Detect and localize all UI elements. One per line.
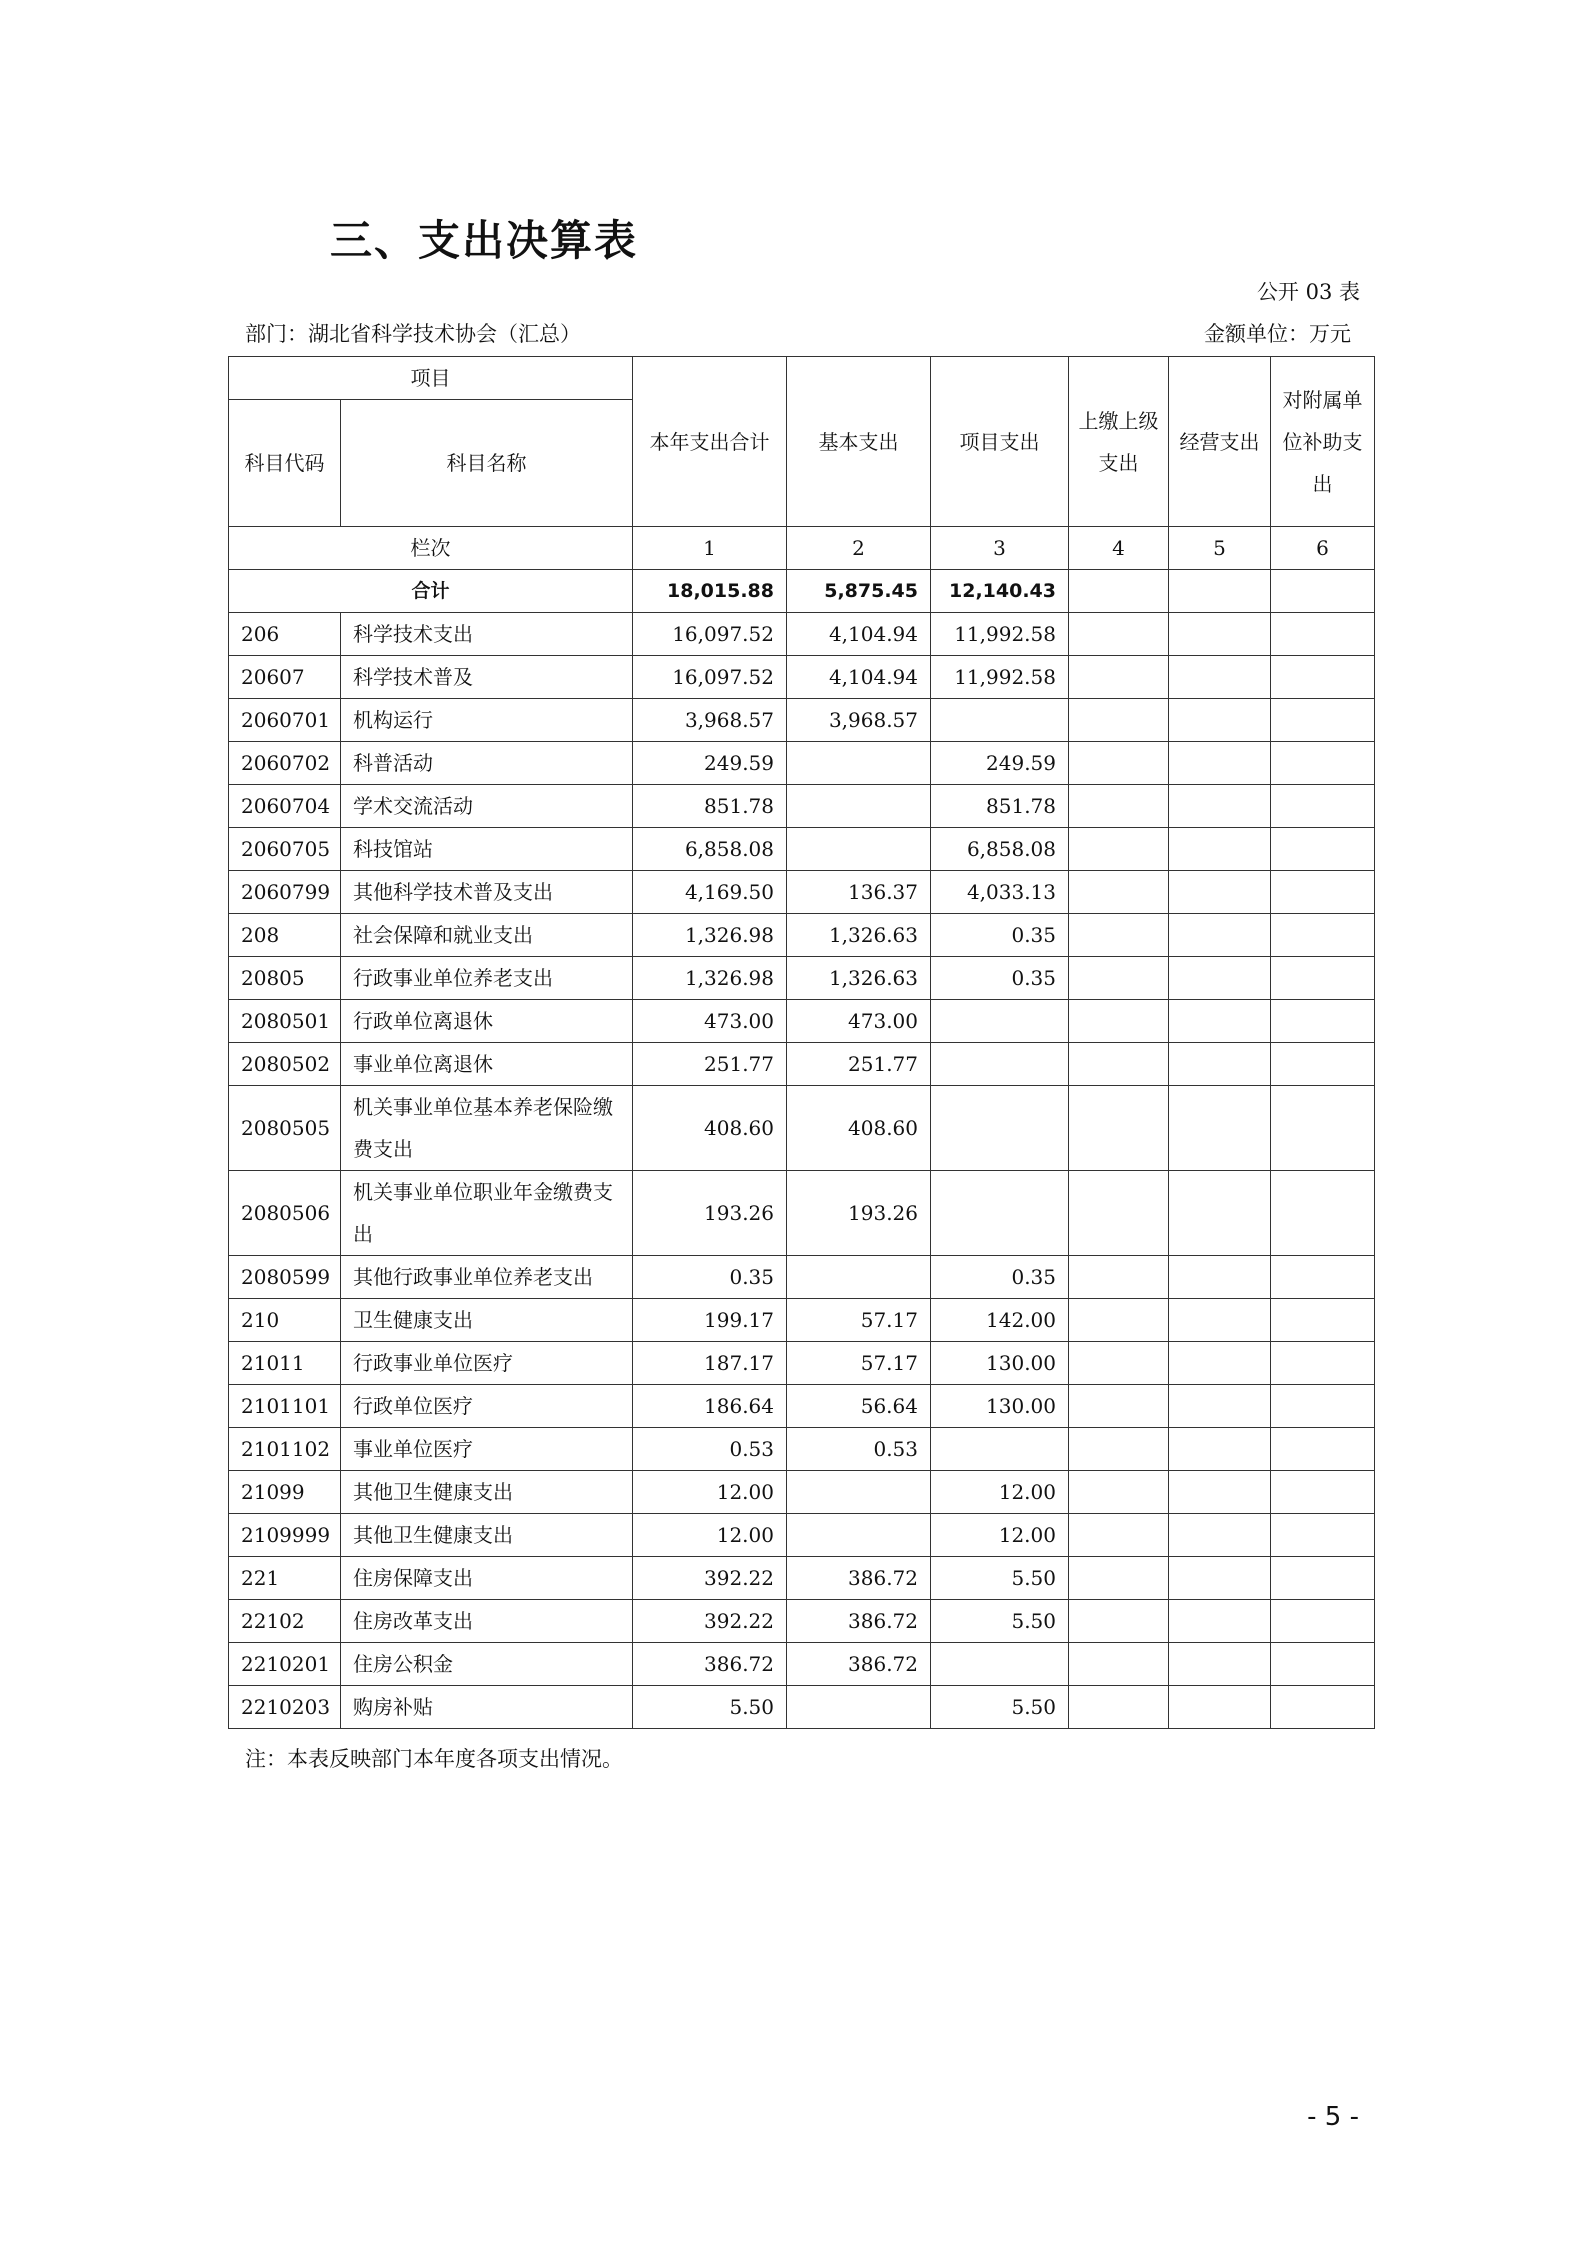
- row-basic: [787, 828, 931, 871]
- row-code: 206: [229, 613, 341, 656]
- row-project: 0.35: [931, 914, 1069, 957]
- row-subsidy: [1271, 1299, 1375, 1342]
- row-business: [1169, 1686, 1271, 1729]
- row-project: 12.00: [931, 1471, 1069, 1514]
- row-subsidy: [1271, 1171, 1375, 1256]
- total-superior: [1069, 570, 1169, 613]
- row-business: [1169, 1428, 1271, 1471]
- row-name: 科技馆站: [341, 828, 633, 871]
- row-total: 1,326.98: [633, 914, 787, 957]
- row-superior: [1069, 1557, 1169, 1600]
- table-row: [229, 699, 1375, 742]
- table-row: [229, 1600, 1375, 1643]
- row-business: [1169, 613, 1271, 656]
- row-code: 2060799: [229, 871, 341, 914]
- row-total: 251.77: [633, 1043, 787, 1086]
- row-superior: [1069, 785, 1169, 828]
- row-superior: [1069, 1428, 1169, 1471]
- table-row: [229, 1557, 1375, 1600]
- row-superior: [1069, 1600, 1169, 1643]
- row-code: 2109999: [229, 1514, 341, 1557]
- row-code: 2060704: [229, 785, 341, 828]
- row-project: 249.59: [931, 742, 1069, 785]
- table-row: [229, 1000, 1375, 1043]
- row-name: 卫生健康支出: [341, 1299, 633, 1342]
- row-basic: 251.77: [787, 1043, 931, 1086]
- row-subsidy: [1271, 1557, 1375, 1600]
- header-total: 本年支出合计: [633, 357, 787, 527]
- col-num: 6: [1271, 527, 1375, 570]
- row-superior: [1069, 1686, 1169, 1729]
- row-name: 机关事业单位职业年金缴费支出: [341, 1171, 633, 1256]
- row-code: 208: [229, 914, 341, 957]
- row-project: 5.50: [931, 1557, 1069, 1600]
- expenditure-table: [228, 356, 1375, 1729]
- row-subsidy: [1271, 1385, 1375, 1428]
- row-code: 2060705: [229, 828, 341, 871]
- row-subsidy: [1271, 1686, 1375, 1729]
- row-business: [1169, 957, 1271, 1000]
- row-name: 机关事业单位基本养老保险缴费支出: [341, 1086, 633, 1171]
- row-code: 2080505: [229, 1086, 341, 1171]
- total-row: [229, 570, 1375, 613]
- row-code: 21099: [229, 1471, 341, 1514]
- row-project: [931, 1000, 1069, 1043]
- row-project: 5.50: [931, 1686, 1069, 1729]
- row-business: [1169, 742, 1271, 785]
- row-name: 科学技术普及: [341, 656, 633, 699]
- row-subsidy: [1271, 1086, 1375, 1171]
- row-code: 2101102: [229, 1428, 341, 1471]
- row-superior: [1069, 613, 1169, 656]
- table-row: [229, 1342, 1375, 1385]
- table-row: [229, 1043, 1375, 1086]
- row-basic: [787, 742, 931, 785]
- row-project: 4,033.13: [931, 871, 1069, 914]
- col-num: 4: [1069, 527, 1169, 570]
- row-business: [1169, 1600, 1271, 1643]
- table-row: [229, 1686, 1375, 1729]
- row-basic: 473.00: [787, 1000, 931, 1043]
- row-project: [931, 699, 1069, 742]
- row-business: [1169, 1043, 1271, 1086]
- row-subsidy: [1271, 613, 1375, 656]
- table-row: [229, 1428, 1375, 1471]
- row-total: 408.60: [633, 1086, 787, 1171]
- row-superior: [1069, 699, 1169, 742]
- table-row: [229, 1514, 1375, 1557]
- table-row: [229, 1643, 1375, 1686]
- row-superior: [1069, 1385, 1169, 1428]
- table-row: [229, 957, 1375, 1000]
- row-business: [1169, 1471, 1271, 1514]
- row-subsidy: [1271, 1428, 1375, 1471]
- row-code: 21011: [229, 1342, 341, 1385]
- row-name: 购房补贴: [341, 1686, 633, 1729]
- row-business: [1169, 1299, 1271, 1342]
- row-superior: [1069, 871, 1169, 914]
- row-subsidy: [1271, 699, 1375, 742]
- footnote: 注：本表反映部门本年度各项支出情况。: [245, 1747, 623, 1771]
- row-superior: [1069, 957, 1169, 1000]
- row-code: 22102: [229, 1600, 341, 1643]
- row-name: 事业单位医疗: [341, 1428, 633, 1471]
- row-total: 1,326.98: [633, 957, 787, 1000]
- row-project: 851.78: [931, 785, 1069, 828]
- total-amount: 18,015.88: [633, 570, 787, 613]
- row-subsidy: [1271, 1342, 1375, 1385]
- row-total: 0.53: [633, 1428, 787, 1471]
- row-project: 5.50: [931, 1600, 1069, 1643]
- table-row: [229, 785, 1375, 828]
- row-superior: [1069, 1086, 1169, 1171]
- table-row: [229, 828, 1375, 871]
- row-subsidy: [1271, 656, 1375, 699]
- row-business: [1169, 1256, 1271, 1299]
- row-name: 其他卫生健康支出: [341, 1471, 633, 1514]
- row-total: 0.35: [633, 1256, 787, 1299]
- row-name: 其他行政事业单位养老支出: [341, 1256, 633, 1299]
- row-superior: [1069, 742, 1169, 785]
- total-basic: 5,875.45: [787, 570, 931, 613]
- row-superior: [1069, 1171, 1169, 1256]
- row-business: [1169, 785, 1271, 828]
- row-name: 科普活动: [341, 742, 633, 785]
- row-name: 住房保障支出: [341, 1557, 633, 1600]
- header-basic: 基本支出: [787, 357, 931, 527]
- row-basic: 57.17: [787, 1299, 931, 1342]
- row-subsidy: [1271, 785, 1375, 828]
- row-project: 0.35: [931, 1256, 1069, 1299]
- row-total: 392.22: [633, 1600, 787, 1643]
- row-subsidy: [1271, 1043, 1375, 1086]
- row-code: 221: [229, 1557, 341, 1600]
- row-total: 12.00: [633, 1471, 787, 1514]
- row-code: 2060701: [229, 699, 341, 742]
- row-total: 851.78: [633, 785, 787, 828]
- row-basic: 136.37: [787, 871, 931, 914]
- row-name: 社会保障和就业支出: [341, 914, 633, 957]
- total-project: 12,140.43: [931, 570, 1069, 613]
- row-business: [1169, 871, 1271, 914]
- header-item: 项目: [229, 357, 633, 400]
- row-code: 2210203: [229, 1686, 341, 1729]
- row-name: 其他科学技术普及支出: [341, 871, 633, 914]
- row-code: 2080599: [229, 1256, 341, 1299]
- row-business: [1169, 1514, 1271, 1557]
- table-row: [229, 1086, 1375, 1171]
- row-project: [931, 1643, 1069, 1686]
- row-basic: 4,104.94: [787, 656, 931, 699]
- col-num: 3: [931, 527, 1069, 570]
- row-subsidy: [1271, 1600, 1375, 1643]
- row-project: [931, 1428, 1069, 1471]
- header-code: 科目代码: [229, 400, 341, 527]
- row-name: 事业单位离退休: [341, 1043, 633, 1086]
- row-subsidy: [1271, 1514, 1375, 1557]
- row-basic: [787, 1256, 931, 1299]
- header-superior: 上缴上级支出: [1069, 357, 1169, 527]
- row-basic: [787, 1514, 931, 1557]
- row-project: 142.00: [931, 1299, 1069, 1342]
- row-business: [1169, 914, 1271, 957]
- row-total: 392.22: [633, 1557, 787, 1600]
- row-basic: 386.72: [787, 1643, 931, 1686]
- row-superior: [1069, 1000, 1169, 1043]
- row-project: 0.35: [931, 957, 1069, 1000]
- row-subsidy: [1271, 1471, 1375, 1514]
- row-subsidy: [1271, 1000, 1375, 1043]
- row-superior: [1069, 656, 1169, 699]
- row-superior: [1069, 1514, 1169, 1557]
- row-total: 473.00: [633, 1000, 787, 1043]
- header-project: 项目支出: [931, 357, 1069, 527]
- row-business: [1169, 1000, 1271, 1043]
- row-code: 2210201: [229, 1643, 341, 1686]
- row-subsidy: [1271, 742, 1375, 785]
- header-business: 经营支出: [1169, 357, 1271, 527]
- header-name: 科目名称: [341, 400, 633, 527]
- row-code: 2080501: [229, 1000, 341, 1043]
- table-row: [229, 1299, 1375, 1342]
- row-subsidy: [1271, 828, 1375, 871]
- department-label: 部门：湖北省科学技术协会（汇总）: [245, 322, 581, 346]
- total-subsidy: [1271, 570, 1375, 613]
- col-num: 2: [787, 527, 931, 570]
- row-project: 11,992.58: [931, 656, 1069, 699]
- row-project: [931, 1171, 1069, 1256]
- header-subsidy: 对附属单位补助支出: [1271, 357, 1375, 527]
- row-business: [1169, 1385, 1271, 1428]
- total-business: [1169, 570, 1271, 613]
- col-label: 栏次: [229, 527, 633, 570]
- row-superior: [1069, 1471, 1169, 1514]
- row-name: 学术交流活动: [341, 785, 633, 828]
- row-name: 住房公积金: [341, 1643, 633, 1686]
- table-row: [229, 656, 1375, 699]
- row-code: 20805: [229, 957, 341, 1000]
- row-basic: 4,104.94: [787, 613, 931, 656]
- table-row: [229, 871, 1375, 914]
- row-business: [1169, 656, 1271, 699]
- row-superior: [1069, 1299, 1169, 1342]
- table-row: [229, 1171, 1375, 1256]
- row-business: [1169, 1342, 1271, 1385]
- row-subsidy: [1271, 957, 1375, 1000]
- table-row: [229, 1256, 1375, 1299]
- row-name: 行政事业单位医疗: [341, 1342, 633, 1385]
- row-business: [1169, 1557, 1271, 1600]
- row-name: 行政单位离退休: [341, 1000, 633, 1043]
- table-row: [229, 914, 1375, 957]
- row-superior: [1069, 1342, 1169, 1385]
- row-basic: 386.72: [787, 1557, 931, 1600]
- form-number: 公开 03 表: [1256, 280, 1360, 304]
- row-business: [1169, 828, 1271, 871]
- row-business: [1169, 1643, 1271, 1686]
- row-basic: 56.64: [787, 1385, 931, 1428]
- row-code: 2080502: [229, 1043, 341, 1086]
- row-total: 16,097.52: [633, 613, 787, 656]
- row-total: 186.64: [633, 1385, 787, 1428]
- table-row: [229, 1385, 1375, 1428]
- row-total: 193.26: [633, 1171, 787, 1256]
- row-subsidy: [1271, 871, 1375, 914]
- page-title: 三、支出决算表: [330, 216, 639, 265]
- row-code: 210: [229, 1299, 341, 1342]
- row-code: 2101101: [229, 1385, 341, 1428]
- row-basic: 193.26: [787, 1171, 931, 1256]
- row-basic: 1,326.63: [787, 914, 931, 957]
- row-basic: [787, 1471, 931, 1514]
- row-superior: [1069, 1043, 1169, 1086]
- row-name: 机构运行: [341, 699, 633, 742]
- row-subsidy: [1271, 1256, 1375, 1299]
- col-num: 5: [1169, 527, 1271, 570]
- col-num: 1: [633, 527, 787, 570]
- table-row: [229, 742, 1375, 785]
- row-superior: [1069, 914, 1169, 957]
- row-superior: [1069, 1643, 1169, 1686]
- row-code: 2080506: [229, 1171, 341, 1256]
- page-number: - 5 -: [1307, 2102, 1359, 2132]
- row-project: [931, 1043, 1069, 1086]
- row-business: [1169, 1171, 1271, 1256]
- table-row: [229, 1471, 1375, 1514]
- row-name: 科学技术支出: [341, 613, 633, 656]
- row-total: 6,858.08: [633, 828, 787, 871]
- row-superior: [1069, 1256, 1169, 1299]
- row-total: 12.00: [633, 1514, 787, 1557]
- row-business: [1169, 1086, 1271, 1171]
- table-row: [229, 613, 1375, 656]
- row-basic: 3,968.57: [787, 699, 931, 742]
- row-basic: [787, 1686, 931, 1729]
- row-code: 20607: [229, 656, 341, 699]
- row-total: 3,968.57: [633, 699, 787, 742]
- row-name: 行政事业单位养老支出: [341, 957, 633, 1000]
- row-subsidy: [1271, 1643, 1375, 1686]
- row-name: 其他卫生健康支出: [341, 1514, 633, 1557]
- row-project: [931, 1086, 1069, 1171]
- row-basic: 1,326.63: [787, 957, 931, 1000]
- row-total: 16,097.52: [633, 656, 787, 699]
- row-total: 5.50: [633, 1686, 787, 1729]
- row-project: 6,858.08: [931, 828, 1069, 871]
- row-total: 199.17: [633, 1299, 787, 1342]
- row-code: 2060702: [229, 742, 341, 785]
- row-business: [1169, 699, 1271, 742]
- row-project: 130.00: [931, 1385, 1069, 1428]
- row-basic: 386.72: [787, 1600, 931, 1643]
- row-superior: [1069, 828, 1169, 871]
- row-total: 249.59: [633, 742, 787, 785]
- row-project: 12.00: [931, 1514, 1069, 1557]
- row-total: 386.72: [633, 1643, 787, 1686]
- row-total: 187.17: [633, 1342, 787, 1385]
- row-total: 4,169.50: [633, 871, 787, 914]
- row-basic: 57.17: [787, 1342, 931, 1385]
- row-basic: 408.60: [787, 1086, 931, 1171]
- row-project: 130.00: [931, 1342, 1069, 1385]
- row-project: 11,992.58: [931, 613, 1069, 656]
- row-basic: [787, 785, 931, 828]
- row-basic: 0.53: [787, 1428, 931, 1471]
- row-subsidy: [1271, 914, 1375, 957]
- unit-label: 金额单位：万元: [1204, 322, 1351, 346]
- row-name: 住房改革支出: [341, 1600, 633, 1643]
- total-label: 合计: [229, 570, 633, 613]
- row-name: 行政单位医疗: [341, 1385, 633, 1428]
